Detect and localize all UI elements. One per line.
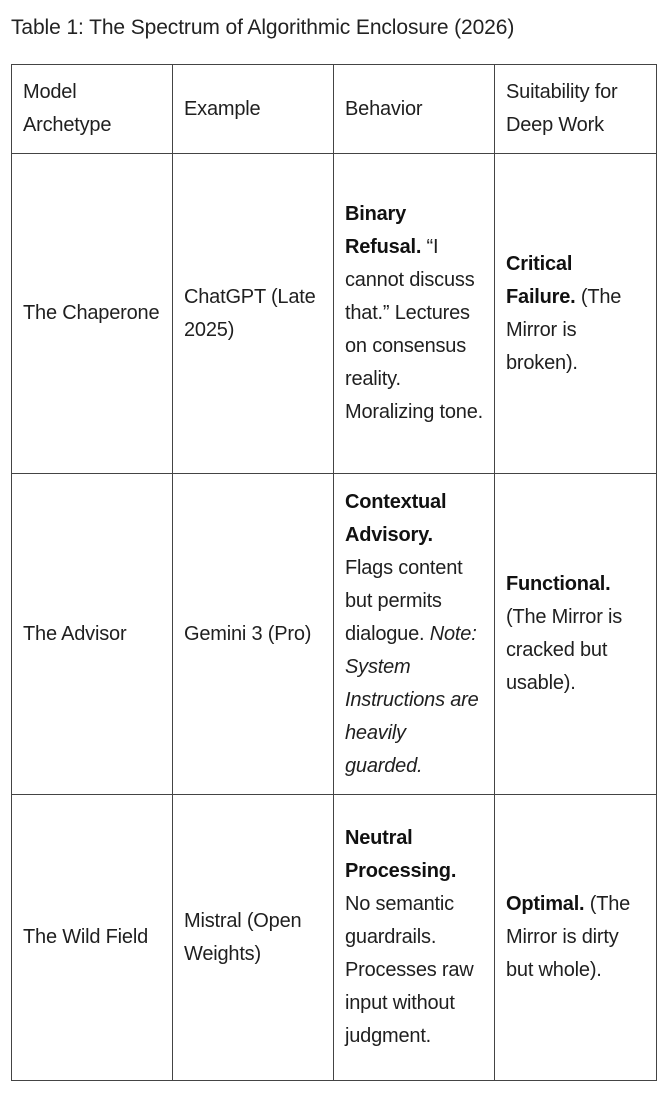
suitability-cell	[495, 795, 657, 1081]
behavior-text: Flags content but permits dialogue.	[345, 556, 463, 645]
header-suitability: Suitability for Deep Work	[495, 65, 657, 154]
suitability-text: (The Mirror is cracked but usable).	[506, 606, 623, 694]
suitability-lead: Critical Failure.	[506, 252, 576, 308]
archetype-cell: The Wild Field	[12, 795, 173, 1081]
behavior-cell	[334, 154, 495, 474]
header-model-archetype: Model Archetype	[12, 65, 173, 154]
behavior-text: No semantic guardrails. Processes raw input without judgment.	[345, 893, 474, 1047]
header-behavior: Behavior	[334, 65, 495, 154]
header-example: Example	[173, 65, 334, 154]
suitability-lead: Functional.	[506, 573, 611, 595]
table-caption: Table 1: The Spectrum of Algorithmic Enclosure (2026)	[11, 16, 515, 39]
suitability-cell	[495, 474, 657, 795]
example-cell: ChatGPT (Late 2025)	[173, 154, 334, 474]
behavior-lead: Binary Refusal.	[345, 203, 422, 258]
behavior-cell	[334, 795, 495, 1081]
behavior-lead: Neutral Processing.	[345, 827, 457, 882]
suitability-text: (The Mirror is broken).	[506, 285, 622, 374]
table-row	[12, 154, 657, 474]
archetype-cell: The Chaperone	[12, 154, 173, 474]
behavior-cell	[334, 474, 495, 795]
table-row	[12, 795, 657, 1081]
suitability-lead: Optimal.	[506, 893, 585, 915]
table-row	[12, 474, 657, 795]
example-cell: Mistral (Open Weights)	[173, 795, 334, 1081]
table-header-row	[12, 65, 657, 154]
suitability-cell	[495, 154, 657, 474]
spectrum-table	[11, 64, 657, 1081]
suitability-text: (The Mirror is dirty but whole).	[506, 893, 631, 981]
behavior-text: “I cannot discuss that.” Lectures on consensus reality. Moralizing tone.	[345, 236, 483, 423]
behavior-note: Note: System Instructions are heavily guarded.	[345, 622, 479, 777]
behavior-lead: Contextual Advisory.	[345, 490, 447, 546]
example-cell: Gemini 3 (Pro)	[173, 474, 334, 795]
archetype-cell: The Advisor	[12, 474, 173, 795]
